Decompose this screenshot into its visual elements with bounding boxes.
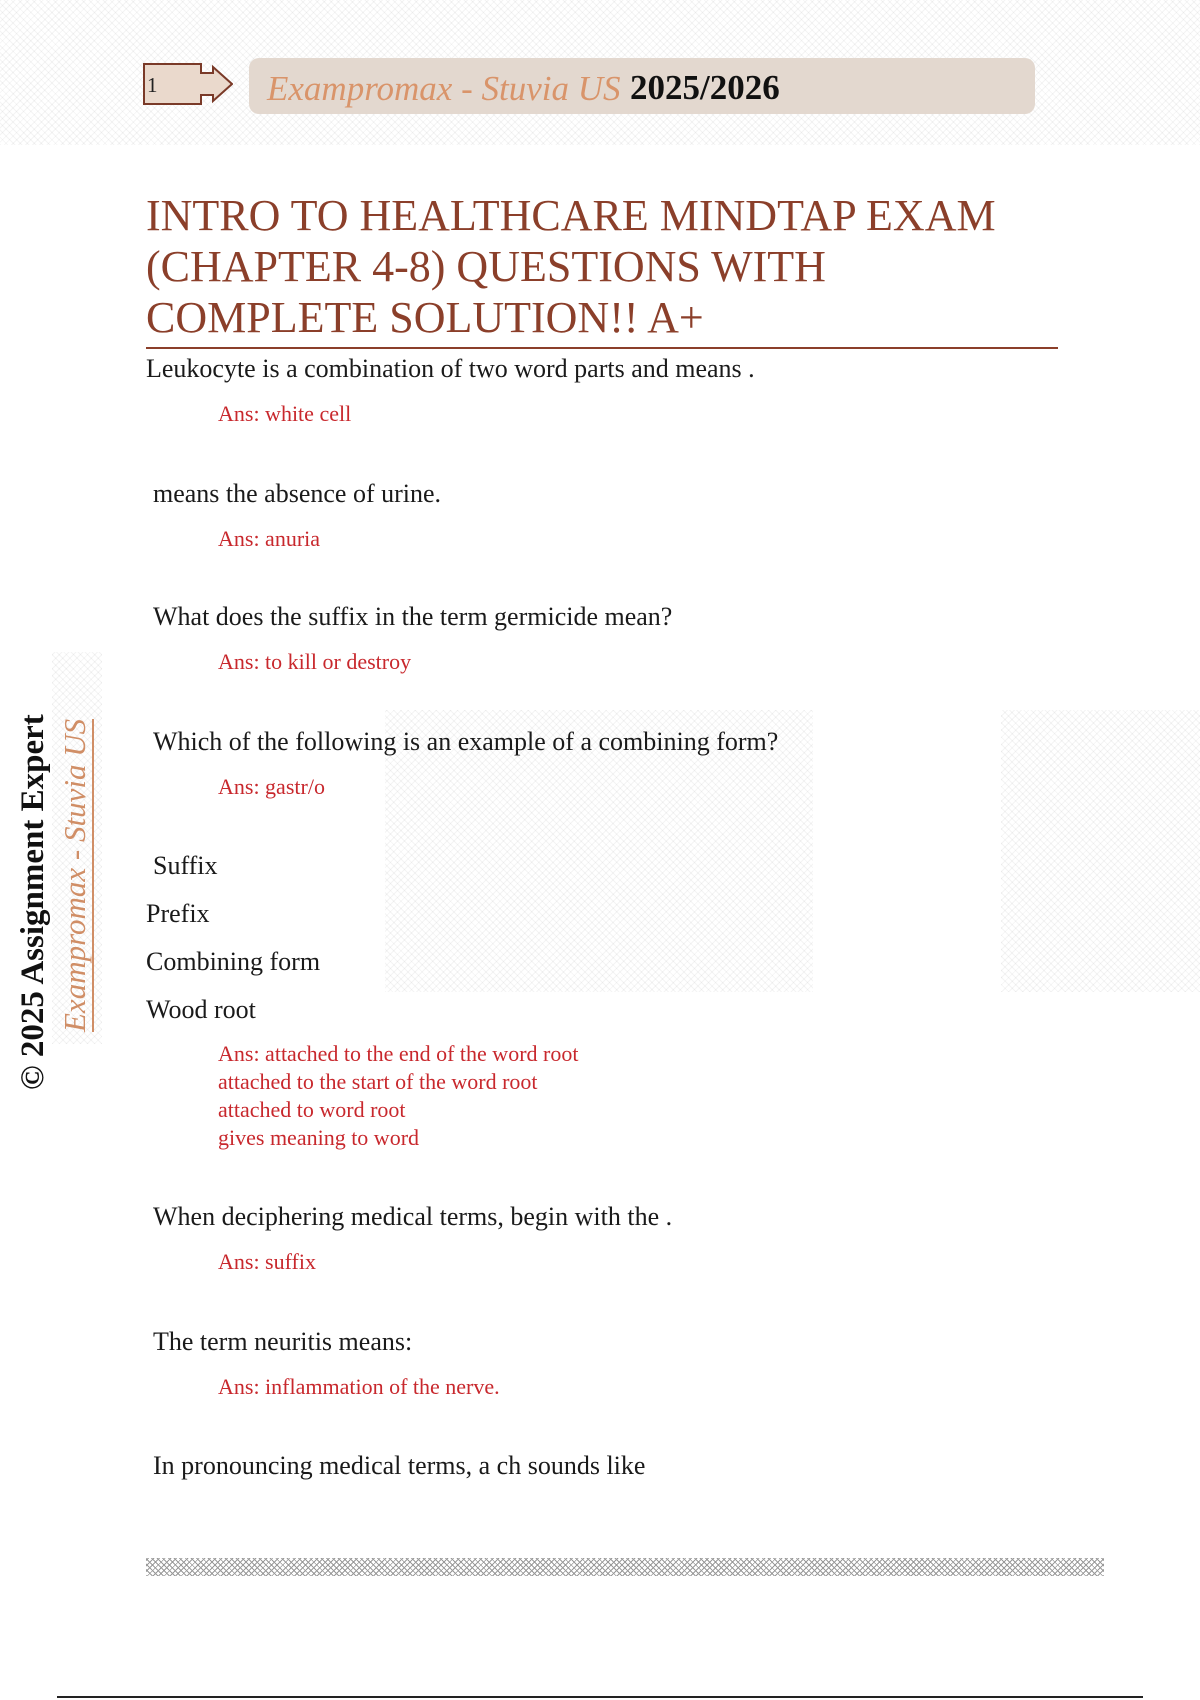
question-text: Which of the following is an example of a combining form? xyxy=(153,727,779,756)
title-underline xyxy=(146,347,1058,349)
answer-text: Ans: white cell xyxy=(218,401,352,426)
answer-line: attached to word root xyxy=(218,1097,406,1122)
side-brand: Exampromax - Stuvia US xyxy=(57,718,92,1032)
question-text: When deciphering medical terms, begin with the . xyxy=(153,1202,673,1231)
page-number: 1 xyxy=(147,73,158,97)
side-copyright: © 2025 Assignment Expert xyxy=(15,714,51,1090)
answer-text: Ans: inflammation of the nerve. xyxy=(218,1374,500,1399)
answer-text: Ans: suffix xyxy=(218,1249,316,1274)
question-text: Leukocyte is a combination of two word parts and means . xyxy=(146,354,755,383)
answer-text: Ans: anuria xyxy=(218,526,321,551)
option-item: Wood root xyxy=(146,995,256,1024)
answer-text: Ans: to kill or destroy xyxy=(218,649,412,674)
answer-line: attached to the start of the word root xyxy=(218,1069,538,1094)
decorative-patch xyxy=(1001,710,1200,992)
answer-line: Ans: attached to the end of the word root xyxy=(218,1041,579,1066)
footer-rule xyxy=(57,1696,1143,1698)
question-text: The term neuritis means: xyxy=(153,1327,413,1356)
header-brand: Exampromax - Stuvia US xyxy=(267,69,621,108)
question-text: In pronouncing medical terms, a ch sounds like xyxy=(153,1451,646,1480)
header-year: 2025/2026 xyxy=(630,68,780,107)
question-text: What does the suffix in the term germicide mean? xyxy=(153,602,673,631)
answer-text: Ans: gastr/o xyxy=(218,774,325,799)
question-text: means the absence of urine. xyxy=(153,479,442,508)
hatched-divider xyxy=(146,1558,1104,1576)
option-item: Prefix xyxy=(146,899,210,928)
answer-block xyxy=(218,1040,578,1152)
option-item: Combining form xyxy=(146,947,321,976)
answer-line: gives meaning to word xyxy=(218,1125,420,1150)
option-item: Suffix xyxy=(153,851,218,880)
document-title: INTRO TO HEALTHCARE MINDTAP EXAM (CHAPTER 4-8) QUESTIONS WITH COMPLETE SOLUTION!! A+ xyxy=(146,191,996,342)
